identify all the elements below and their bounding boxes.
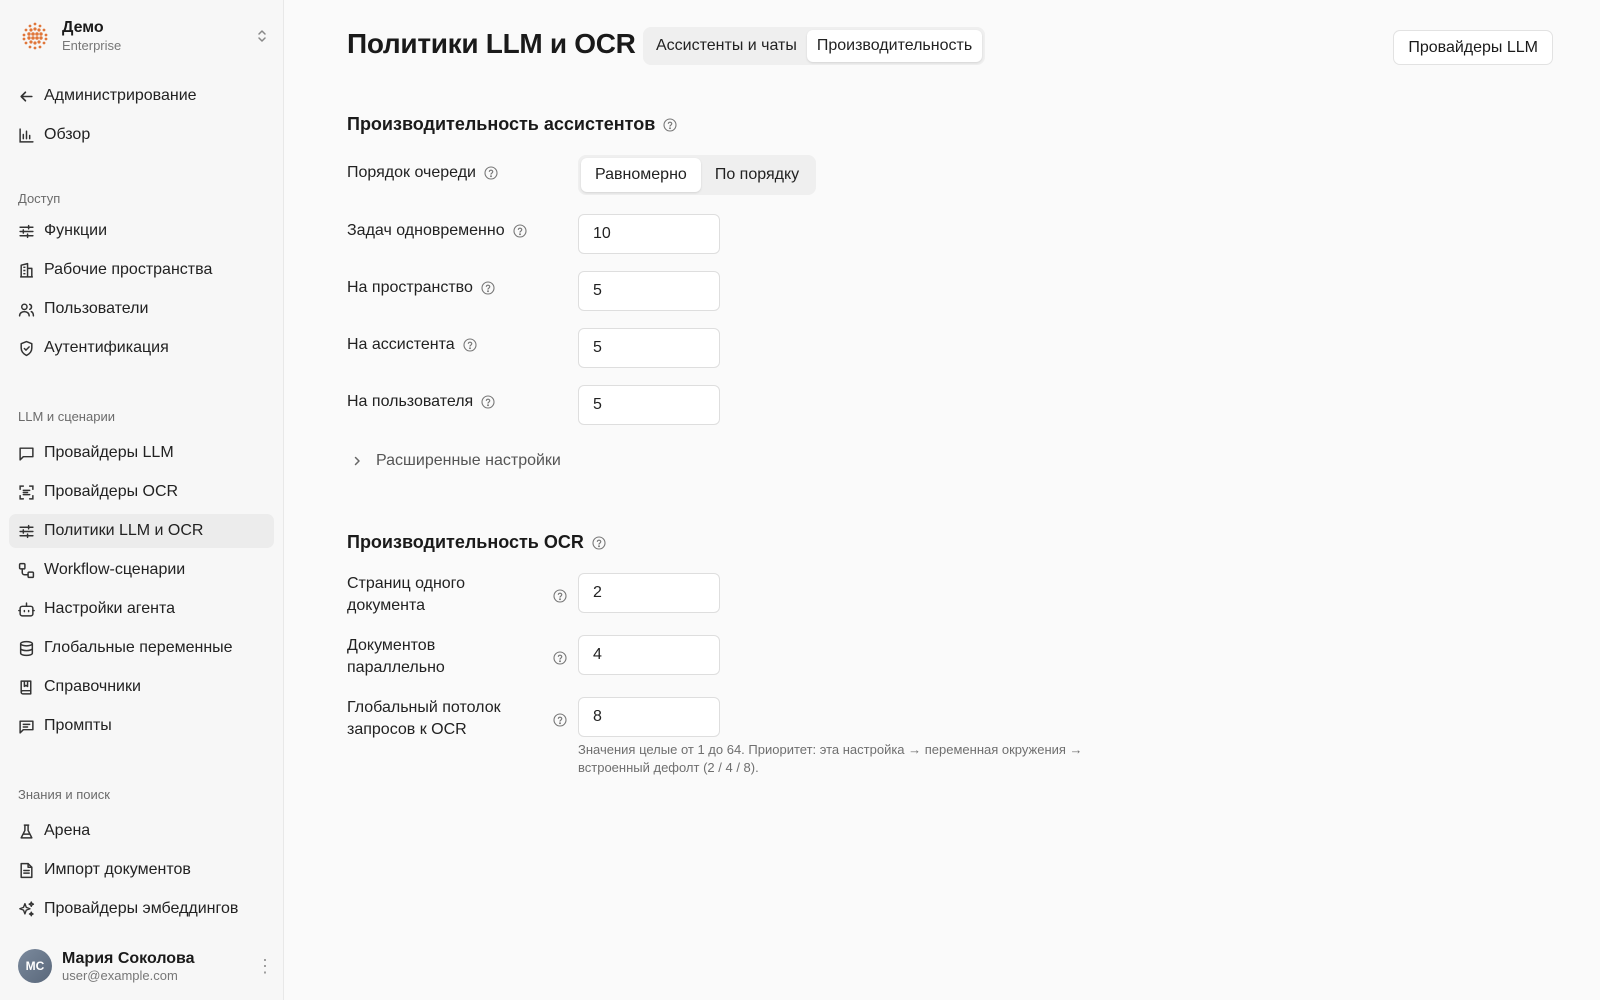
help-circle-icon[interactable]: [553, 713, 567, 727]
sidebar-item-authentication[interactable]: [9, 331, 274, 365]
per-user-label: [347, 393, 495, 411]
message-lines-icon: [18, 718, 35, 735]
advanced-settings-toggle[interactable]: [351, 452, 561, 470]
sidebar-item-agent-settings[interactable]: [9, 592, 274, 626]
llm-providers-button[interactable]: Провайдеры LLM: [1393, 30, 1553, 65]
nav-label: Глобальные переменные: [44, 639, 233, 656]
sidebar-item-embedding-providers[interactable]: [9, 892, 274, 926]
nav-label: Провайдеры OCR: [44, 483, 179, 500]
field-label-text: На ассистента: [347, 336, 455, 353]
shield-icon: [18, 340, 35, 357]
page-title: Политики LLM и OCR: [347, 28, 636, 59]
bot-icon: [18, 601, 35, 618]
help-circle-icon[interactable]: [663, 118, 677, 132]
nav-label: Справочники: [44, 678, 141, 695]
sidebar-item-workspaces[interactable]: [9, 253, 274, 287]
nav-section-llm: LLM и сценарии: [18, 409, 115, 424]
per-workspace-label: [347, 279, 495, 297]
sidebar-item-functions[interactable]: [9, 214, 274, 248]
nav-label: Обзор: [44, 126, 91, 143]
help-circle-icon[interactable]: [484, 166, 498, 180]
advanced-settings-label: Расширенные настройки: [376, 452, 561, 469]
sidebar-item-llm-ocr-policies[interactable]: [9, 514, 274, 548]
sidebar-item-arena[interactable]: [9, 814, 274, 848]
nav-label: Импорт документов: [44, 861, 191, 878]
user-text: [62, 949, 256, 984]
main-content: [285, 0, 1600, 1000]
tab-performance[interactable]: Производительность: [807, 30, 982, 62]
nav-label: Рабочие пространства: [44, 261, 213, 278]
user-email: user@example.com: [62, 967, 178, 983]
section-title-text: Производительность ассистентов: [347, 114, 656, 134]
help-circle-icon[interactable]: [553, 589, 567, 603]
flask-icon: [18, 823, 35, 840]
sidebar-item-llm-providers[interactable]: [9, 436, 274, 470]
org-name: Демо: [62, 19, 104, 36]
nav-section-knowledge: Знания и поиск: [18, 787, 110, 802]
org-switcher[interactable]: [18, 16, 270, 56]
nav-label: Пользователи: [44, 300, 149, 317]
book-icon: [18, 679, 35, 696]
nav-label: Администрирование: [44, 87, 197, 104]
chevrons-up-down-icon: [254, 28, 270, 44]
queue-option-sequential[interactable]: По порядку: [714, 166, 800, 183]
bar-chart-icon: [18, 127, 35, 144]
queue-order-toggle: [578, 155, 816, 195]
database-icon: [18, 640, 35, 657]
per-user-input[interactable]: 5: [578, 385, 720, 425]
sidebar-item-dictionaries[interactable]: [9, 670, 274, 704]
help-circle-icon[interactable]: [481, 395, 495, 409]
scan-text-icon: [18, 484, 35, 501]
ocr-hint-text: Значения целые от 1 до 64. Приоритет: эта настройка → переменная окружения → встроенный дефолт (2 / 4 / 8).: [578, 742, 1083, 775]
workflow-icon: [18, 562, 35, 579]
sidebar-item-prompts[interactable]: [9, 709, 274, 743]
field-label-text: На пространство: [347, 279, 473, 296]
org-logo-icon: [18, 19, 52, 53]
chevron-right-icon: [351, 455, 363, 467]
help-circle-icon[interactable]: [481, 281, 495, 295]
back-to-administration[interactable]: [9, 79, 274, 113]
org-plan: Enterprise: [62, 38, 122, 53]
per-assistant-input[interactable]: 5: [578, 328, 720, 368]
tab-assistants-chats[interactable]: Ассистенты и чаты: [656, 37, 797, 54]
section-title-text: Производительность OCR: [347, 532, 584, 552]
sidebar-item-ocr-providers[interactable]: [9, 475, 274, 509]
nav-label: Арена: [44, 822, 91, 839]
arrow-left-icon: [18, 88, 35, 105]
help-circle-icon[interactable]: [553, 651, 567, 665]
ocr-pages-label: Страниц одного документа: [347, 575, 466, 614]
help-circle-icon[interactable]: [513, 224, 527, 238]
nav-label: Настройки агента: [44, 600, 176, 617]
sidebar-item-workflows[interactable]: [9, 553, 274, 587]
per-workspace-input[interactable]: 5: [578, 271, 720, 311]
sidebar-item-document-import[interactable]: [9, 853, 274, 887]
concurrent-tasks-label: [347, 222, 527, 240]
org-text: [62, 18, 254, 54]
users-icon: [18, 301, 35, 318]
help-circle-icon[interactable]: [592, 536, 606, 550]
sidebar-item-overview[interactable]: [9, 118, 274, 152]
field-label-text: На пользователя: [347, 393, 474, 410]
concurrent-tasks-input[interactable]: 10: [578, 214, 720, 254]
sidebar: [0, 0, 284, 1000]
sidebar-item-users[interactable]: [9, 292, 274, 326]
sliders-icon: [18, 523, 35, 540]
nav-label: Политики LLM и OCR: [44, 522, 204, 539]
nav-label: Провайдеры LLM: [44, 444, 174, 461]
ocr-ceiling-input[interactable]: 8: [578, 697, 720, 737]
nav-label: Провайдеры эмбеддингов: [44, 900, 239, 917]
ocr-docs-label: Документов параллельно: [347, 637, 445, 676]
assistants-section-title: [347, 114, 677, 135]
avatar: МС: [18, 949, 52, 983]
field-label-text: Порядок очереди: [347, 164, 476, 181]
user-profile[interactable]: [18, 946, 272, 986]
sparkles-icon: [18, 901, 35, 918]
more-vertical-icon[interactable]: ⋮: [256, 955, 274, 976]
help-circle-icon[interactable]: [463, 338, 477, 352]
ocr-ceiling-label: Глобальный потолок запросов к OCR: [347, 699, 501, 738]
sliders-icon: [18, 223, 35, 240]
tab-bar: [643, 27, 985, 65]
building-icon: [18, 262, 35, 279]
ocr-docs-input[interactable]: 4: [578, 635, 720, 675]
per-assistant-label: [347, 336, 477, 354]
nav-label: Функции: [44, 222, 108, 239]
nav-label: Workflow-сценарии: [44, 561, 186, 578]
nav-section-access: Доступ: [18, 191, 61, 206]
ocr-section-title: [347, 532, 606, 553]
sidebar-item-global-variables[interactable]: [9, 631, 274, 665]
ocr-pages-input[interactable]: 2: [578, 573, 720, 613]
file-text-icon: [18, 862, 35, 879]
queue-option-even[interactable]: Равномерно: [581, 158, 701, 192]
nav-label: Промпты: [44, 717, 112, 734]
user-name: Мария Соколова: [62, 949, 195, 967]
message-square-icon: [18, 445, 35, 462]
queue-order-label: [347, 164, 498, 182]
field-label-text: Задач одновременно: [347, 222, 505, 239]
nav-label: Аутентификация: [44, 339, 169, 356]
